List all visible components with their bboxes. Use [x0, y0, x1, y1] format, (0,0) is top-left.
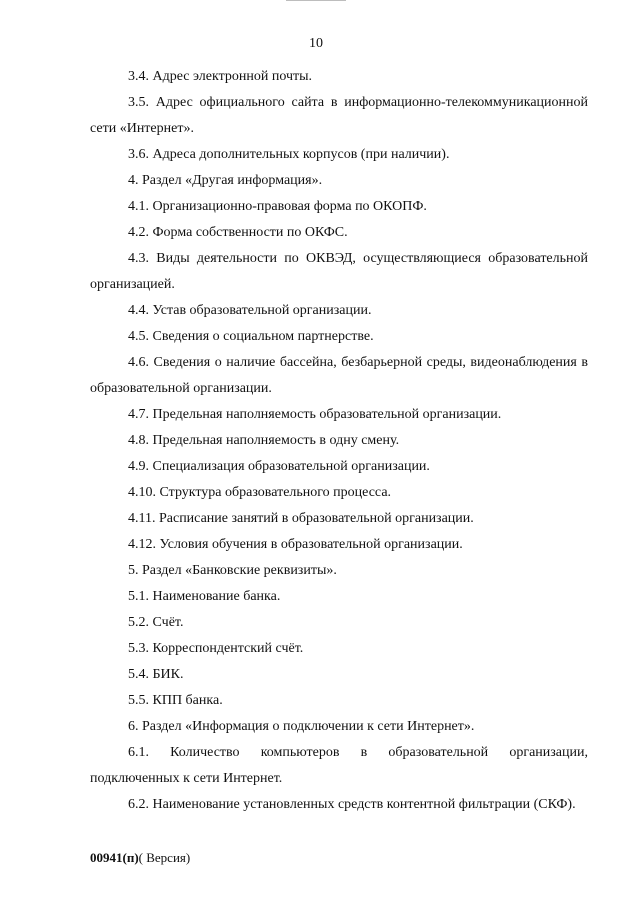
paragraph: 5.4. БИК.: [128, 667, 184, 682]
paragraph: 4. Раздел «Другая информация».: [128, 173, 323, 188]
document-version: ( Версия): [138, 850, 191, 865]
paragraph: 4.6. Сведения о наличие бассейна, безбарьерной среды, видеонаблюдения в образовательной организации.: [90, 355, 588, 396]
paragraph: 6.1. Количество компьютеров в образовательной организации, подключенных к сети Интернет.: [90, 745, 588, 786]
paragraph: 3.5. Адрес официального сайта в информационно-телекоммуникационной сети «Интернет».: [90, 95, 588, 136]
page-number: 10: [309, 36, 323, 51]
paragraph: 4.11. Расписание занятий в образовательной организации.: [128, 511, 474, 526]
document-body: [90, 64, 588, 818]
top-edge-mark: [286, 0, 346, 1]
paragraph: 3.4. Адрес электронной почты.: [128, 69, 313, 84]
paragraph: 4.7. Предельная наполняемость образовательной организации.: [128, 407, 502, 422]
paragraph: 4.10. Структура образовательного процесса.: [128, 485, 392, 500]
paragraph: 4.12. Условия обучения в образовательной организации.: [128, 537, 463, 552]
document-code: 00941(п): [90, 850, 139, 865]
document-footer: [90, 850, 190, 866]
paragraph: 5.3. Корреспондентский счёт.: [128, 641, 304, 656]
paragraph: 4.8. Предельная наполняемость в одну смену.: [128, 433, 400, 448]
paragraph: 5.5. КПП банка.: [128, 693, 223, 708]
paragraph: 5.2. Счёт.: [128, 615, 184, 630]
paragraph: 3.6. Адреса дополнительных корпусов (при наличии).: [128, 147, 450, 162]
paragraph: 4.3. Виды деятельности по ОКВЭД, осуществляющиеся образовательной организацией.: [90, 251, 588, 292]
paragraph: 4.5. Сведения о социальном партнерстве.: [128, 329, 374, 344]
paragraph: 4.4. Устав образовательной организации.: [128, 303, 372, 318]
paragraph: 4.2. Форма собственности по ОКФС.: [128, 225, 348, 240]
paragraph: 4.9. Специализация образовательной организации.: [128, 459, 430, 474]
paragraph: 6. Раздел «Информация о подключении к сети Интернет».: [128, 719, 475, 734]
paragraph: 5.1. Наименование банка.: [128, 589, 281, 604]
paragraph: 4.1. Организационно-правовая форма по ОКОПФ.: [128, 199, 427, 214]
paragraph: 6.2. Наименование установленных средств контентной фильтрации (СКФ).: [128, 797, 576, 812]
paragraph: 5. Раздел «Банковские реквизиты».: [128, 563, 337, 578]
